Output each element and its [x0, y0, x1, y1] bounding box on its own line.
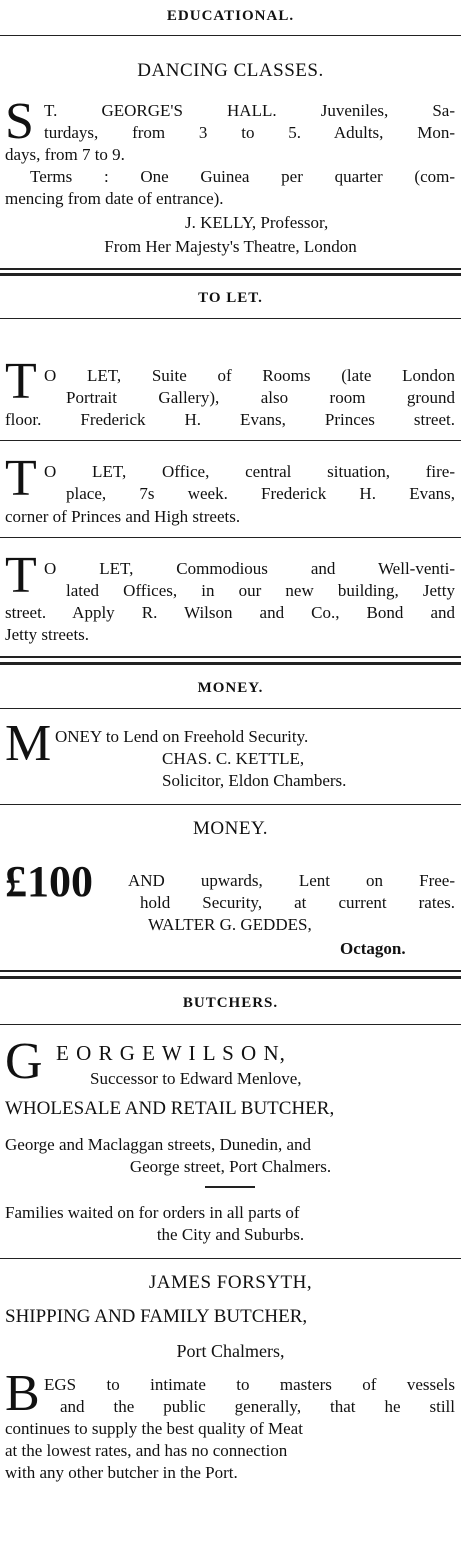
dropcap-t: T [5, 547, 37, 604]
money-lend-line: ONEY to Lend on Freehold Security. [55, 727, 309, 746]
wilson-successor: Successor to Edward Menlove, [90, 1069, 302, 1088]
to-let-ad-3-line-3: street. Apply R. Wilson and Co., Bond and [5, 603, 455, 622]
money2-line-2: hold Security, at current rates. [140, 893, 455, 912]
to-let-ad-3-line-2: lated Offices, in our new building, Jetty [66, 581, 455, 600]
to-let-ad-1-line-3: floor. Frederick H. Evans, Princes street. [5, 410, 455, 429]
wilson-address-2: George street, Port Chalmers. [129, 1157, 332, 1176]
professor-name: J. KELLY, Professor, [185, 213, 329, 232]
forsyth-line-5: with any other butcher in the Port. [5, 1463, 238, 1482]
wilson-name: E O R G E W I L S O N, [56, 1041, 286, 1065]
double-rule-top [0, 656, 461, 658]
dancing-terms-line-1: Terms : One Guinea per quarter (com- [30, 167, 455, 186]
dropcap-t: T [5, 450, 37, 507]
forsyth-place: Port Chalmers, [176, 1341, 285, 1361]
forsyth-line-1: EGS to intimate to masters of vessels [44, 1375, 455, 1394]
money-heading-2: MONEY. [193, 818, 268, 839]
divider [0, 1024, 461, 1025]
divider [0, 35, 461, 36]
double-rule-bottom [0, 662, 461, 665]
dancing-classes-heading: DANCING CLASSES. [137, 60, 324, 81]
section-heading-butchers: BUTCHERS. [182, 995, 279, 1011]
divider [0, 708, 461, 709]
to-let-ad-1-line-1: O LET, Suite of Rooms (late London [44, 366, 455, 385]
solicitor-address: Solicitor, Eldon Chambers. [162, 771, 347, 790]
forsyth-name: JAMES FORSYTH, [148, 1272, 313, 1293]
professor-origin: From Her Majesty's Theatre, London [104, 237, 357, 256]
divider [0, 804, 461, 805]
double-rule-top [0, 268, 461, 270]
wilson-families-1: Families waited on for orders in all parts of [5, 1203, 300, 1222]
dropcap-m: M [5, 715, 52, 772]
to-let-ad-1-line-2: Portrait Gallery), also room ground [66, 388, 455, 407]
section-heading-money: MONEY. [197, 680, 264, 696]
forsyth-line-2: and the public generally, that he still [60, 1397, 455, 1416]
lender-name: WALTER G. GEDDES, [148, 915, 312, 934]
double-rule-bottom [0, 976, 461, 979]
forsyth-line-4: at the lowest rates, and has no connection [5, 1441, 288, 1460]
solicitor-name: CHAS. C. KETTLE, [162, 749, 305, 768]
money2-line-1: AND upwards, Lent on Free- [128, 871, 455, 890]
dancing-terms-line-2: mencing from date of entrance). [5, 189, 224, 208]
dancing-line-3: days, from 7 to 9. [5, 145, 125, 164]
to-let-ad-2-line-3: corner of Princes and High streets. [5, 507, 241, 526]
divider [0, 1258, 461, 1259]
dancing-line-2: turdays, from 3 to 5. Adults, Mon- [44, 123, 455, 142]
short-divider [205, 1186, 255, 1188]
to-let-ad-2-line-1: O LET, Office, central situation, fire- [44, 462, 455, 481]
wilson-families-2: the City and Suburbs. [156, 1225, 305, 1244]
divider [0, 318, 461, 319]
lender-address: Octagon. [340, 939, 406, 958]
to-let-ad-3-line-4: Jetty streets. [5, 625, 90, 644]
to-let-ad-3-line-1: O LET, Commodious and Well-venti- [44, 559, 455, 578]
to-let-ad-2-line-2: place, 7s week. Frederick H. Evans, [66, 484, 455, 503]
double-rule-bottom [0, 273, 461, 276]
amount-100: £100 [5, 857, 93, 906]
divider [0, 537, 461, 538]
dancing-line-1: T. GEORGE'S HALL. Juveniles, Sa- [44, 101, 455, 120]
divider [0, 440, 461, 441]
double-rule-top [0, 970, 461, 972]
dropcap-g: G [5, 1033, 43, 1090]
wilson-address-1: George and Maclaggan streets, Dunedin, and [5, 1135, 312, 1154]
section-heading-to-let: TO LET. [198, 290, 263, 306]
forsyth-trade: SHIPPING AND FAMILY BUTCHER, [5, 1306, 308, 1327]
wilson-trade: WHOLESALE AND RETAIL BUTCHER, [5, 1098, 335, 1119]
dropcap-b: B [5, 1365, 40, 1422]
dropcap-t: T [5, 353, 37, 410]
dropcap-s: S [5, 93, 34, 150]
forsyth-line-3: continues to supply the best quality of Meat [5, 1419, 303, 1438]
section-heading-educational: EDUCATIONAL. [166, 8, 295, 24]
